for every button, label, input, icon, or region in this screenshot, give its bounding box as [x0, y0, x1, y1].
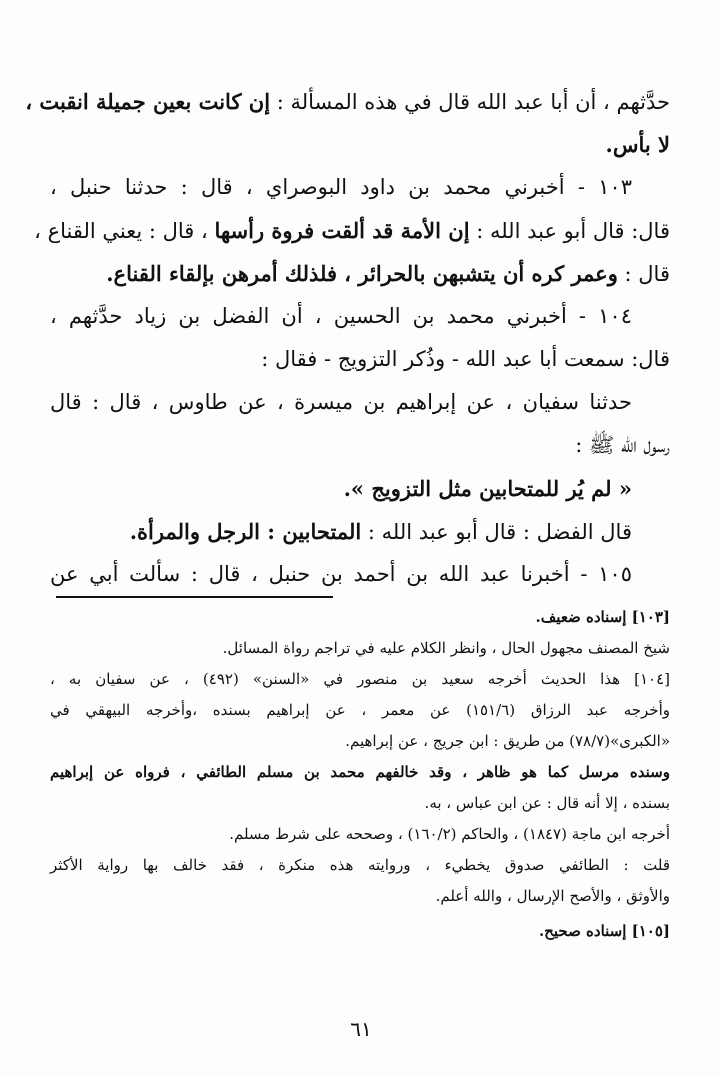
text-line: قال: سمعت أبا عبد الله - وذُكر التزويج - فقال : [261, 347, 670, 371]
footnote-heading: [١٠٥] إسناده صحيح. [538, 922, 670, 940]
entry-104: ١٠٤ - أخبرني محمد بن الحسين ، أن الفضل بن زياد حدَّثهم ، [50, 304, 632, 328]
bold-segment: إن كانت بعين جميلة انقبت ، [25, 89, 271, 114]
bold-segment: إن الأمة قد ألقت فروة رأسها [214, 218, 470, 243]
text-line: حدثنا سفيان ، عن إبراهيم بن ميسرة ، عن طاوس ، قال : قال [50, 390, 632, 414]
text-line [50, 252, 670, 295]
footnote-line: بسنده ، إلا أنه قال : عن ابن عباس ، به. [424, 794, 670, 812]
footnote-heading: [١٠٤] هذا الحديث أخرجه سعيد بن منصور في «السنن» (٤٩٢) ، عن سفيان به ، [50, 670, 671, 688]
text-segment: قال الفضل : قال أبو عبد الله : [367, 520, 632, 544]
main-text [25, 80, 670, 596]
footnote-line: وأخرجه عبد الرزاق (١٥١/٦) عن معمر ، عن إبراهيم بسنده ،وأخرجه البيهقي في [50, 701, 670, 719]
footnote-heading: [١٠٣] إسناده ضعيف. [535, 608, 670, 626]
text-line: رسول الله ﷺ : [575, 433, 670, 457]
footnote-line: شيخ المصنف مجهول الحال ، وانظر الكلام عليه في تراجم رواة المسائل. [222, 639, 670, 657]
text-segment: ، قال : يعني القناع ، [34, 219, 208, 243]
bold-segment: وعمر كره أن يتشبهن بالحرائر ، فلذلك أمرهن بإلقاء القناع. [106, 261, 618, 286]
page-number: ٦١ [350, 1017, 372, 1041]
entry-103: ١٠٣ - أخبرني محمد بن داود البوصراي ، قال : حدثنا حنبل ، [50, 175, 632, 199]
bold-segment: المتحابين : الرجل والمرأة. [129, 519, 362, 544]
text-segment: حدَّثهم ، أن أبا عبد الله قال في هذه المسألة : [276, 90, 670, 114]
footnote-line: «الكبرى»(٧٨/٧) من طريق : ابن جريج ، عن إبراهيم. [345, 732, 670, 750]
footnote-line: أخرجه ابن ماجة (١٨٤٧) ، والحاكم (١٦٠/٢) ، وصححه على شرط مسلم. [229, 825, 670, 843]
text-segment: قال : [624, 262, 670, 286]
footnote-divider [56, 596, 333, 598]
text-line [50, 510, 670, 553]
text-line [34, 209, 670, 252]
footnote-line: وسنده مرسل كما هو ظاهر ، وقد خالفهم محمد بن مسلم الطائفي ، فرواه عن إبراهيم [50, 763, 670, 781]
footnote-line: قلت : الطائفي صدوق يخطيء ، وروايته هذه منكرة ، فقد خالف بها رواية الأكثر [50, 856, 670, 874]
text-segment: قال: قال أبو عبد الله : [476, 219, 670, 243]
footnotes [50, 602, 670, 947]
hadith-quote: « لم يُر للمتحابين مثل التزويج ». [343, 476, 632, 501]
text-line [25, 80, 670, 123]
text-line: لا بأس. [605, 132, 670, 157]
entry-105: ١٠٥ - أخبرنا عبد الله بن أحمد بن حنبل ، قال : سألت أبي عن [50, 562, 632, 586]
footnote-line: والأوثق ، والأصح الإرسال ، والله أعلم. [435, 887, 670, 905]
